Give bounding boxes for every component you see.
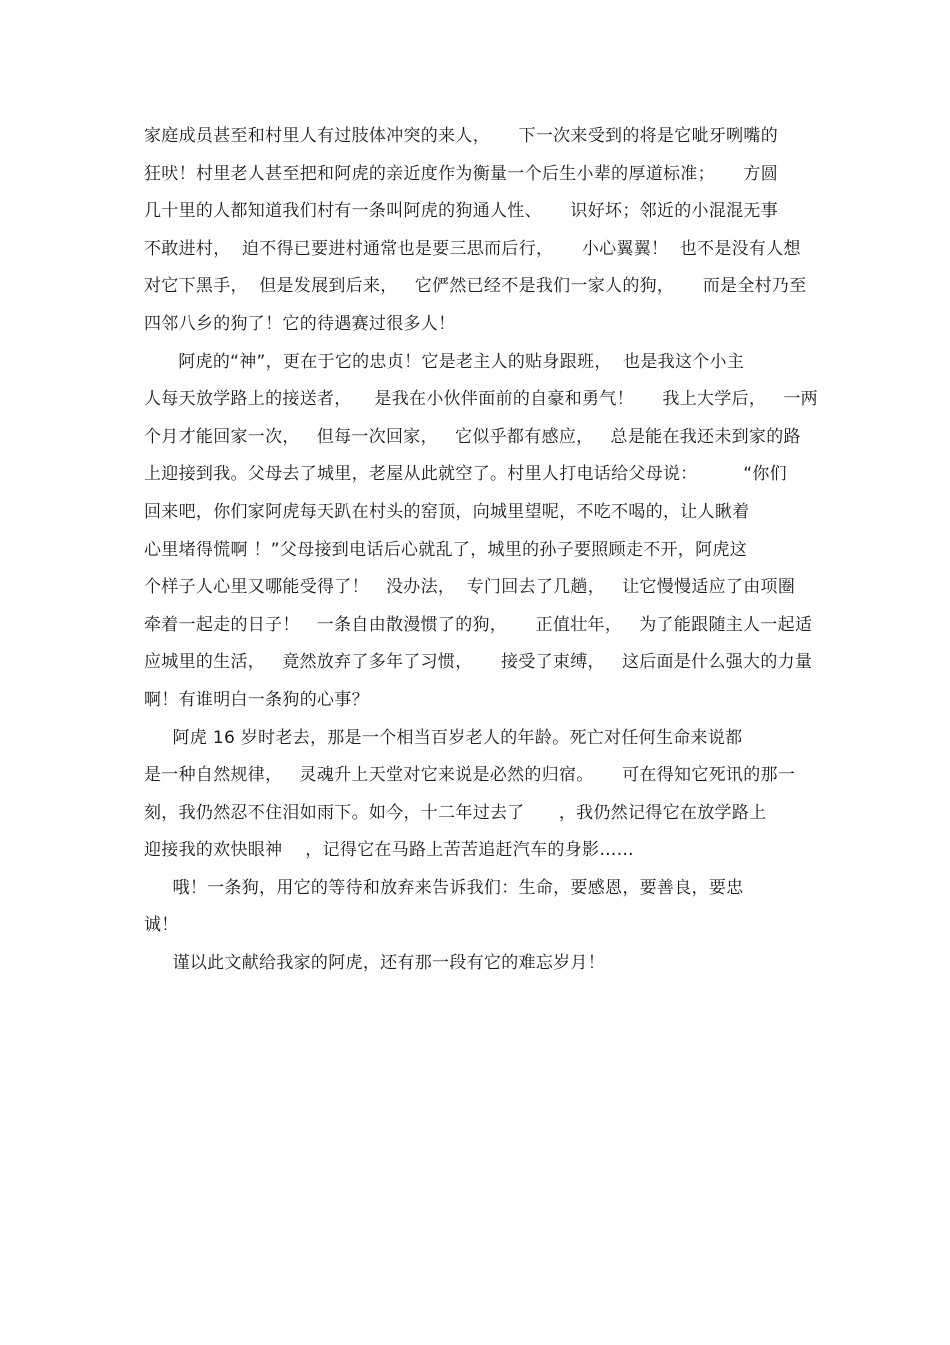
text-line: 迎接我的欢快眼神 ，记得它在马路上苦苦追赶汽车的身影…… [144, 840, 634, 861]
text-line: 应城里的生活， 竟然放弃了多年了习惯， 接受了束缚， 这后面是什么强大的力量 [144, 652, 813, 673]
text-line: 狂吠！村里老人甚至把和阿虎的亲近度作为衡量一个后生小辈的厚道标准； 方圆 [144, 163, 779, 184]
text-line: 啊！有谁明白一条狗的心事？ [144, 689, 369, 710]
text-line: 四邻八乡的狗了！它的待遇赛过很多人！ [144, 313, 456, 334]
text-line: 家庭成员甚至和村里人有过肢体冲突的来人， 下一次来受到的将是它呲牙咧嘴的 [144, 126, 779, 146]
text-line: 回来吧，你们家阿虎每天趴在村头的窑顶，向城里望呢，不吃不喝的，让人瞅着 [144, 501, 750, 522]
text-line: 牵着一起走的日子！ 一条自由散漫惯了的狗， 正值壮年， 为了能跟随主人一起适 [144, 614, 813, 635]
text-line: 个样子人心里又哪能受得了！ 没办法， 专门回去了几趟， 让它慢慢适应了由项圈 [144, 577, 796, 598]
text-line: 谨以此文献给我家的阿虎，还有那一段有它的难忘岁月！ [144, 953, 606, 974]
text-line: 诚！ [144, 915, 179, 936]
text-line: 刻，我仍然忍不住泪如雨下。如今，十二年过去了 ，我仍然记得它在放学路上 [144, 802, 767, 823]
text-line: 上迎接到我。父母去了城里，老屋从此就空了。村里人打电话给父母说： “你们 [144, 464, 787, 485]
text-line: 心里堵得慌啊 ！”父母接到电话后心就乱了，城里的孙子要照顾走不开，阿虎这 [144, 539, 748, 560]
article-body [144, 118, 818, 983]
text-line: 哦！一条狗，用它的等待和放弃来告诉我们：生命，要感恩，要善良，要忠 [144, 877, 744, 898]
text-line: 人每天放学路上的接送者， 是我在小伙伴面前的自豪和勇气！ 我上大学后， 一两 [144, 389, 818, 410]
text-line: 对它下黑手， 但是发展到后来， 它俨然已经不是我们一家人的狗， 而是全村乃至 [144, 276, 807, 297]
text-line: 几十里的人都知道我们村有一条叫阿虎的狗通人性、 识好坏；邻近的小混混无事 [144, 201, 779, 222]
text-line: 阿虎的“神”，更在于它的忠贞！它是老主人的贴身跟班， 也是我这个小主 [144, 351, 745, 372]
text-line: 阿虎 16 岁时老去，那是一个相当百岁老人的年龄。死亡对任何生命来说都 [144, 727, 743, 748]
text-line: 不敢进村， 迫不得已要进村通常也是要三思而后行， 小心翼翼！ 也不是没有人想 [144, 238, 801, 259]
text-line: 是一种自然规律， 灵魂升上天堂对它来说是必然的归宿。 可在得知它死讯的那一 [144, 765, 796, 786]
text-line: 个月才能回家一次， 但每一次回家， 它似乎都有感应， 总是能在我还未到家的路 [144, 426, 801, 447]
